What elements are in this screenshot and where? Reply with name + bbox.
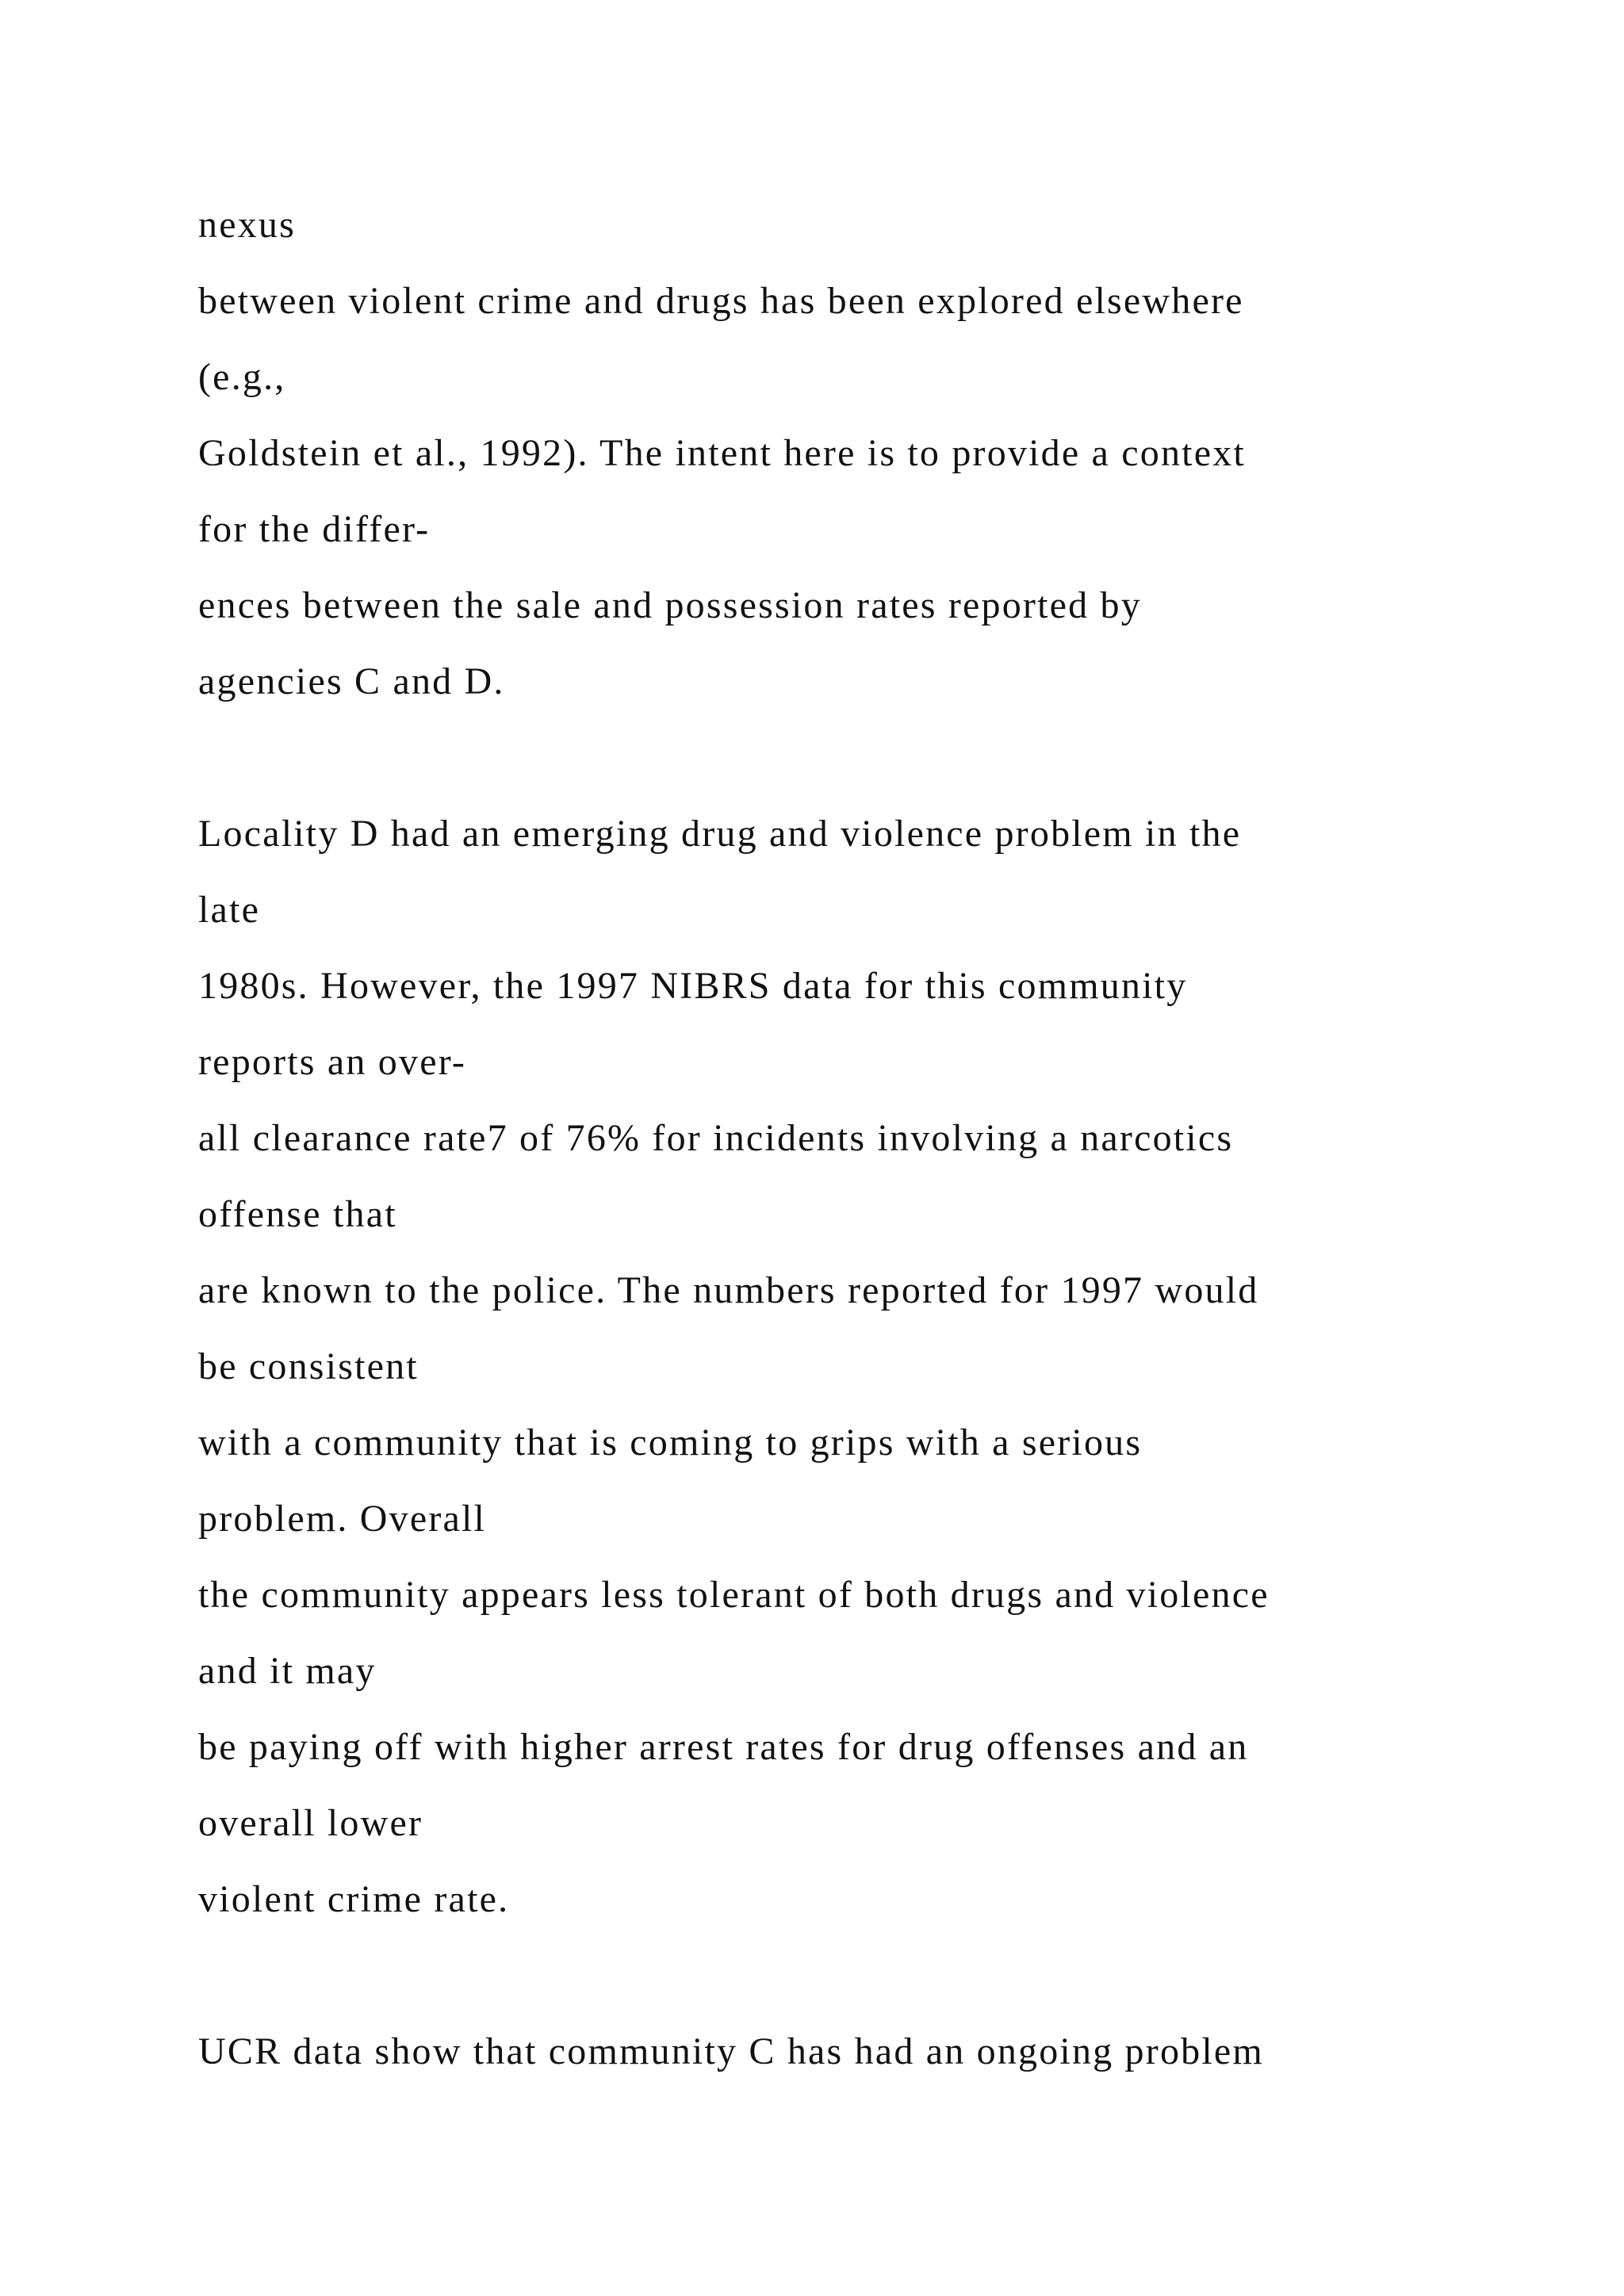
text-line: Locality D had an emerging drug and violence problem in the <box>198 813 1242 855</box>
text-line: problem. Overall <box>198 1498 487 1540</box>
text-line: the community appears less tolerant of both drugs and violence <box>198 1574 1270 1616</box>
text-line: late <box>198 889 261 931</box>
text-line: 1980s. However, the 1997 NIBRS data for this community <box>198 965 1188 1007</box>
text-line: Goldstein et al., 1992). The intent here is to provide a context <box>198 432 1246 474</box>
text-line: for the differ- <box>198 508 431 550</box>
text-line: violent crime rate. <box>198 1878 510 1920</box>
text-line: (e.g., <box>198 356 286 398</box>
text-line: ences between the sale and possession rates reported by <box>198 584 1142 626</box>
text-line: UCR data show that community C has had an ongoing problem <box>198 2030 1264 2072</box>
text-line: between violent crime and drugs has been explored elsewhere <box>198 280 1244 322</box>
text-line: overall lower <box>198 1802 423 1844</box>
text-line: agencies C and D. <box>198 660 505 702</box>
text-line: with a community that is coming to grips with a serious <box>198 1422 1143 1464</box>
text-line: are known to the police. The numbers reported for 1997 would <box>198 1269 1259 1311</box>
text-line: reports an over- <box>198 1041 467 1083</box>
text-line: be paying off with higher arrest rates for drug offenses and an <box>198 1726 1249 1768</box>
text-line: nexus <box>198 204 296 246</box>
text-line: all clearance rate7 of 76% for incidents involving a narcotics <box>198 1117 1234 1159</box>
text-line: and it may <box>198 1650 377 1692</box>
text-line: be consistent <box>198 1345 419 1387</box>
text-line: offense that <box>198 1193 397 1235</box>
